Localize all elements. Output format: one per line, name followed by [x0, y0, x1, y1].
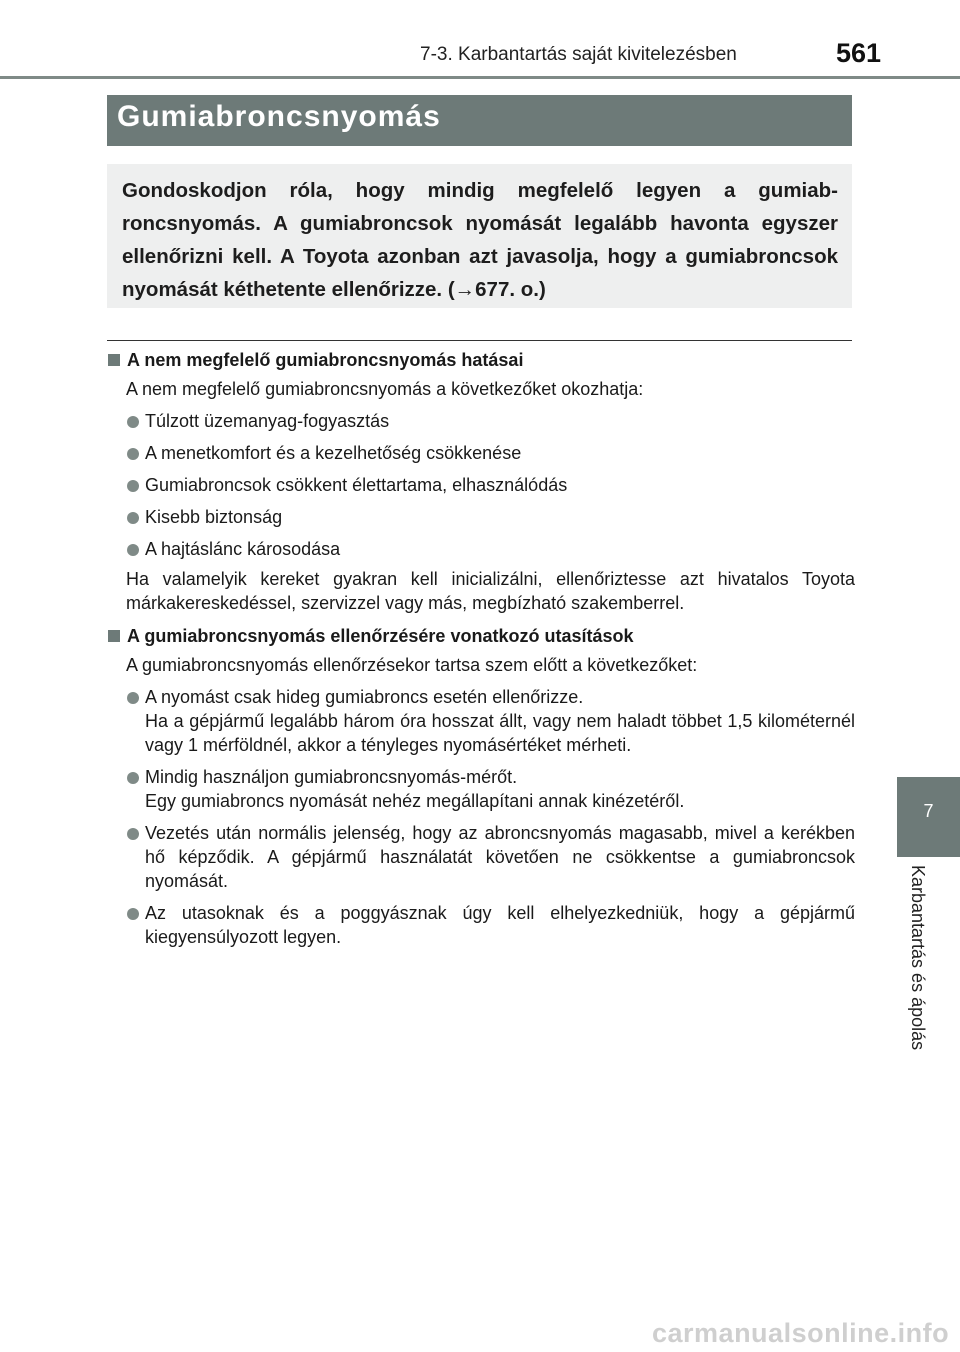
intro-text: Gondoskodjon róla, hogy mindig megfelelő legyen a gumiab-roncsnyomás. A gumiabroncsok nyomását legalább havonta egyszer ellenőrizni kell. A Toyota azonban azt javasolja, hogy a gumiabroncsok nyomását kéthetente ellenőrizze. (→677. o.) [122, 179, 838, 301]
intro-box [107, 164, 852, 308]
content [107, 349, 855, 949]
list-item-text: A menetkomfort és a kezelhetőség csökkenése [145, 443, 522, 463]
circle-bullet-icon [127, 416, 139, 428]
list-item-text: A hajtáslánc károsodása [145, 539, 341, 559]
list-item [107, 505, 855, 529]
list-item [107, 409, 855, 433]
chapter-tab [897, 777, 960, 857]
circle-bullet-icon [127, 480, 139, 492]
circle-bullet-icon [127, 512, 139, 524]
page-title: Gumiabroncsnyomás [117, 100, 441, 133]
list-item-text: Kisebb biztonság [145, 507, 283, 527]
list-item-text: Túlzott üzemanyag-fogyasztás [145, 411, 390, 431]
section-lead: A gumiabroncsnyomás ellenőrzésekor tartsa szem előtt a következőket: [126, 655, 698, 675]
circle-bullet-icon [127, 448, 139, 460]
watermark: carmanualsonline.info [652, 1318, 950, 1348]
circle-bullet-icon [127, 828, 139, 840]
list-item [107, 685, 855, 757]
section-heading-text: A gumiabroncsnyomás ellenőrzésére vonatkozó utasítások [127, 626, 634, 646]
section-heading-text: A nem megfelelő gumiabroncsnyomás hatásai [127, 350, 524, 370]
section-heading [107, 349, 855, 371]
list-item-text: Vezetés után normális jelenség, hogy az abroncsnyomás magasabb, mivel a kerékben hő képződik. A gépjármű használatát követően ne csökkentse a gumiabroncsok nyomását. [145, 823, 855, 891]
circle-bullet-icon [127, 772, 139, 784]
circle-bullet-icon [127, 908, 139, 920]
list-item-detail: Ha a gépjármű legalább három óra hosszat állt, vagy nem haladt többet 1,5 kilométernél vagy 1 mérföldnél, akkor a tényleges nyomásértéket mérheti. [145, 711, 855, 755]
list-item-text: Mindig használjon gumiabroncsnyomás-mérőt. [145, 767, 518, 787]
list-item [107, 473, 855, 497]
list-item [107, 537, 855, 561]
square-bullet-icon [108, 630, 120, 642]
list-item-text: Gumiabroncsok csökkent élettartama, elhasználódás [145, 475, 568, 495]
circle-bullet-icon [127, 692, 139, 704]
section-note: Ha valamelyik kereket gyakran kell inicializálni, ellenőriztesse azt hivatalos Toyota márkakereskedéssel, szervizzel vagy más, megbízható szakemberrel. [126, 569, 855, 613]
chapter-number: 7 [923, 801, 934, 821]
list-item [107, 765, 855, 813]
page-number: 561 [836, 38, 882, 68]
header-section-title: 7-3. Karbantartás saját kivitelezésben [420, 44, 737, 65]
chapter-label: Karbantartás és ápolás [908, 865, 928, 1051]
section-heading [107, 625, 855, 647]
title-bar [107, 95, 852, 146]
list-item-text: A nyomást csak hideg gumiabroncs esetén ellenőrizze. [145, 687, 584, 707]
content-divider [107, 340, 852, 341]
list-item-detail: Egy gumiabroncs nyomását nehéz megállapítani annak kinézetéről. [145, 791, 685, 811]
list-item [107, 901, 855, 949]
header-divider [0, 76, 960, 79]
circle-bullet-icon [127, 544, 139, 556]
list-item [107, 441, 855, 465]
section-lead: A nem megfelelő gumiabroncsnyomás a következőket okozhatja: [126, 379, 644, 399]
square-bullet-icon [108, 354, 120, 366]
list-item [107, 821, 855, 893]
list-item-text: Az utasoknak és a poggyásznak úgy kell elhelyezkedniük, hogy a gépjármű kiegyensúlyozott legyen. [145, 903, 855, 947]
